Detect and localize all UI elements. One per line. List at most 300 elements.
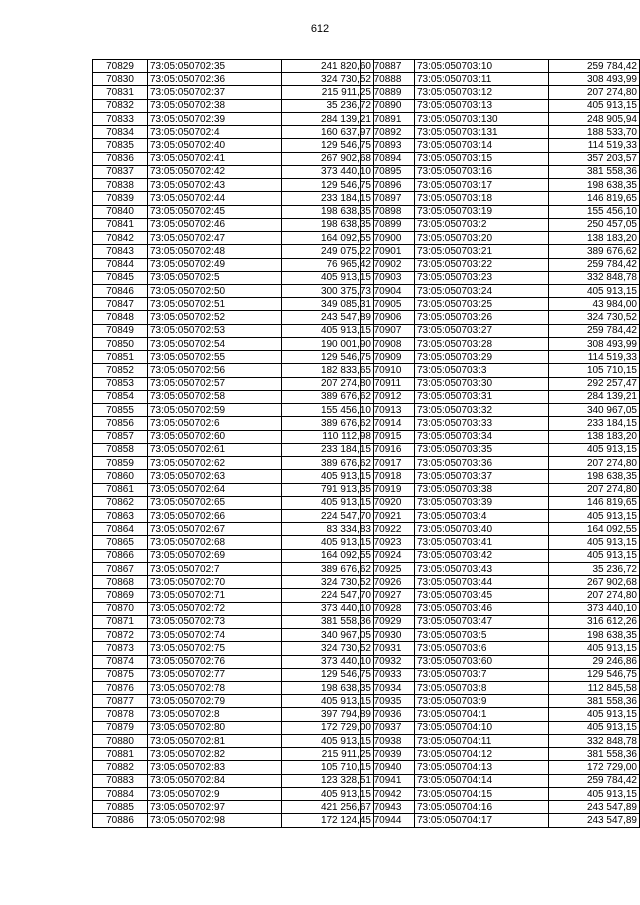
table-row [93,232,374,245]
value-cell: 405 913,15 [549,708,640,721]
row-number-cell: 70917 [361,457,415,470]
value-cell: 324 730,52 [282,73,374,86]
value-cell: 284 139,21 [549,390,640,403]
row-number-cell: 70838 [93,179,148,192]
cadastral-number-cell: 73:05:050702:97 [148,801,282,814]
table-row [361,629,640,642]
value-cell: 110 112,98 [282,430,374,443]
cadastral-number-cell: 73:05:050703:60 [414,655,548,668]
value-cell: 155 456,10 [549,205,640,218]
cadastral-number-cell: 73:05:050702:7 [148,562,282,575]
row-number-cell: 70872 [93,629,148,642]
table-row [361,576,640,589]
cadastral-number-cell: 73:05:050702:60 [148,430,282,443]
cadastral-number-cell: 73:05:050702:84 [148,774,282,787]
cadastral-number-cell: 73:05:050703:11 [414,73,548,86]
row-number-cell: 70862 [93,496,148,509]
row-number-cell: 70875 [93,668,148,681]
row-number-cell: 70937 [361,721,415,734]
table-row [361,112,640,125]
row-number-cell: 70920 [361,496,415,509]
value-cell: 405 913,15 [549,284,640,297]
cadastral-number-cell: 73:05:050704:16 [414,801,548,814]
cadastral-number-cell: 73:05:050702:63 [148,470,282,483]
row-number-cell: 70856 [93,417,148,430]
right-cadastral-table [360,59,640,828]
cadastral-number-cell: 73:05:050702:8 [148,708,282,721]
value-cell: 215 911,25 [282,748,374,761]
cadastral-number-cell: 73:05:050703:45 [414,589,548,602]
value-cell: 373 440,10 [282,165,374,178]
row-number-cell: 70833 [93,112,148,125]
table-row [93,86,374,99]
cadastral-number-cell: 73:05:050702:42 [148,165,282,178]
value-cell: 129 546,75 [282,179,374,192]
table-row [361,86,640,99]
value-cell: 373 440,10 [282,655,374,668]
table-row [361,99,640,112]
table-row [93,562,374,575]
value-cell: 29 246,86 [549,655,640,668]
value-cell: 164 092,55 [282,232,374,245]
cadastral-number-cell: 73:05:050702:68 [148,536,282,549]
row-number-cell: 70922 [361,523,415,536]
row-number-cell: 70919 [361,483,415,496]
row-number-cell: 70850 [93,337,148,350]
cadastral-number-cell: 73:05:050702:77 [148,668,282,681]
row-number-cell: 70932 [361,655,415,668]
row-number-cell: 70853 [93,377,148,390]
value-cell: 381 558,36 [549,748,640,761]
table-row [361,417,640,430]
table-row [93,801,374,814]
value-cell: 164 092,55 [282,549,374,562]
cadastral-number-cell: 73:05:050703:40 [414,523,548,536]
table-row [93,695,374,708]
row-number-cell: 70839 [93,192,148,205]
cadastral-number-cell: 73:05:050702:55 [148,351,282,364]
cadastral-number-cell: 73:05:050703:5 [414,629,548,642]
cadastral-number-cell: 73:05:050702:40 [148,139,282,152]
table-row [361,470,640,483]
cadastral-number-cell: 73:05:050703:21 [414,245,548,258]
row-number-cell: 70915 [361,430,415,443]
table-row [361,179,640,192]
cadastral-number-cell: 73:05:050704:13 [414,761,548,774]
cadastral-number-cell: 73:05:050703:24 [414,284,548,297]
row-number-cell: 70942 [361,787,415,800]
row-number-cell: 70926 [361,576,415,589]
value-cell: 381 558,36 [282,615,374,628]
table-row [93,536,374,549]
value-cell: 129 546,75 [282,351,374,364]
value-cell: 188 533,70 [549,126,640,139]
row-number-cell: 70840 [93,205,148,218]
row-number-cell: 70934 [361,682,415,695]
table-row [361,761,640,774]
cadastral-number-cell: 73:05:050702:73 [148,615,282,628]
cadastral-number-cell: 73:05:050703:41 [414,536,548,549]
value-cell: 164 092,55 [549,523,640,536]
value-cell: 105 710,15 [282,761,374,774]
table-row [93,668,374,681]
cadastral-number-cell: 73:05:050703:15 [414,152,548,165]
table-row [361,814,640,827]
table-row [93,589,374,602]
value-cell: 405 913,15 [549,509,640,522]
value-cell: 35 236,72 [282,99,374,112]
value-cell: 349 085,31 [282,298,374,311]
row-number-cell: 70835 [93,139,148,152]
table-row [93,470,374,483]
table-row [361,734,640,747]
cadastral-number-cell: 73:05:050703:130 [414,112,548,125]
cadastral-number-cell: 73:05:050703:9 [414,695,548,708]
cadastral-number-cell: 73:05:050702:64 [148,483,282,496]
table-row [361,536,640,549]
cadastral-number-cell: 73:05:050702:43 [148,179,282,192]
table-row [361,126,640,139]
cadastral-number-cell: 73:05:050704:10 [414,721,548,734]
cadastral-number-cell: 73:05:050702:83 [148,761,282,774]
row-number-cell: 70855 [93,404,148,417]
row-number-cell: 70891 [361,112,415,125]
value-cell: 224 547,70 [282,509,374,522]
value-cell: 233 184,15 [282,192,374,205]
row-number-cell: 70893 [361,139,415,152]
cadastral-number-cell: 73:05:050702:36 [148,73,282,86]
value-cell: 405 913,15 [282,496,374,509]
value-cell: 250 457,05 [549,218,640,231]
table-row [361,152,640,165]
value-cell: 332 848,78 [549,271,640,284]
cadastral-number-cell: 73:05:050702:48 [148,245,282,258]
row-number-cell: 70865 [93,536,148,549]
table-row [361,787,640,800]
table-row [361,708,640,721]
row-number-cell: 70868 [93,576,148,589]
cadastral-number-cell: 73:05:050703:36 [414,457,548,470]
row-number-cell: 70882 [93,761,148,774]
value-cell: 198 638,35 [282,218,374,231]
value-cell: 267 902,68 [282,152,374,165]
table-row [93,152,374,165]
row-number-cell: 70846 [93,284,148,297]
cadastral-number-cell: 73:05:050703:34 [414,430,548,443]
cadastral-number-cell: 73:05:050703:8 [414,682,548,695]
value-cell: 405 913,15 [282,470,374,483]
value-cell: 316 612,26 [549,615,640,628]
row-number-cell: 70897 [361,192,415,205]
value-cell: 123 328,51 [282,774,374,787]
table-row [93,642,374,655]
value-cell: 405 913,15 [282,695,374,708]
cadastral-number-cell: 73:05:050703:3 [414,364,548,377]
table-row [93,192,374,205]
table-row [93,139,374,152]
value-cell: 389 676,62 [282,390,374,403]
row-number-cell: 70831 [93,86,148,99]
row-number-cell: 70879 [93,721,148,734]
cadastral-number-cell: 73:05:050702:49 [148,258,282,271]
row-number-cell: 70886 [93,814,148,827]
row-number-cell: 70854 [93,390,148,403]
cadastral-number-cell: 73:05:050702:53 [148,324,282,337]
cadastral-number-cell: 73:05:050703:37 [414,470,548,483]
row-number-cell: 70834 [93,126,148,139]
cadastral-number-cell: 73:05:050703:2 [414,218,548,231]
cadastral-number-cell: 73:05:050703:46 [414,602,548,615]
row-number-cell: 70927 [361,589,415,602]
table-row [93,629,374,642]
row-number-cell: 70895 [361,165,415,178]
row-number-cell: 70898 [361,205,415,218]
row-number-cell: 70881 [93,748,148,761]
value-cell: 332 848,78 [549,734,640,747]
cadastral-number-cell: 73:05:050702:69 [148,549,282,562]
value-cell: 373 440,10 [549,602,640,615]
cadastral-number-cell: 73:05:050703:33 [414,417,548,430]
row-number-cell: 70892 [361,126,415,139]
cadastral-number-cell: 73:05:050702:62 [148,457,282,470]
cadastral-number-cell: 73:05:050703:47 [414,615,548,628]
row-number-cell: 70867 [93,562,148,575]
table-row [93,60,374,73]
cadastral-number-cell: 73:05:050703:18 [414,192,548,205]
table-row [361,443,640,456]
value-cell: 243 547,89 [549,801,640,814]
cadastral-number-cell: 73:05:050703:16 [414,165,548,178]
cadastral-number-cell: 73:05:050702:75 [148,642,282,655]
cadastral-number-cell: 73:05:050702:74 [148,629,282,642]
row-number-cell: 70859 [93,457,148,470]
value-cell: 405 913,15 [549,99,640,112]
value-cell: 241 820,60 [282,60,374,73]
value-cell: 138 183,20 [549,232,640,245]
table-row [361,218,640,231]
row-number-cell: 70847 [93,298,148,311]
table-row [361,457,640,470]
row-number-cell: 70911 [361,377,415,390]
value-cell: 207 274,80 [549,589,640,602]
row-number-cell: 70896 [361,179,415,192]
value-cell: 308 493,99 [549,337,640,350]
row-number-cell: 70913 [361,404,415,417]
table-row [93,708,374,721]
row-number-cell: 70885 [93,801,148,814]
table-row [93,682,374,695]
table-row [361,695,640,708]
cadastral-number-cell: 73:05:050704:15 [414,787,548,800]
row-number-cell: 70841 [93,218,148,231]
row-number-cell: 70929 [361,615,415,628]
row-number-cell: 70884 [93,787,148,800]
row-number-cell: 70901 [361,245,415,258]
table-row [93,364,374,377]
table-row [361,351,640,364]
table-row [93,351,374,364]
cadastral-number-cell: 73:05:050702:70 [148,576,282,589]
value-cell: 233 184,15 [282,443,374,456]
value-cell: 198 638,35 [282,682,374,695]
row-number-cell: 70866 [93,549,148,562]
table-row [93,179,374,192]
cadastral-number-cell: 73:05:050703:44 [414,576,548,589]
value-cell: 267 902,68 [549,576,640,589]
table-row [93,271,374,284]
value-cell: 146 819,65 [549,192,640,205]
row-number-cell: 70877 [93,695,148,708]
row-number-cell: 70849 [93,324,148,337]
value-cell: 160 637,97 [282,126,374,139]
row-number-cell: 70933 [361,668,415,681]
cadastral-number-cell: 73:05:050702:76 [148,655,282,668]
cadastral-number-cell: 73:05:050702:51 [148,298,282,311]
cadastral-number-cell: 73:05:050702:46 [148,218,282,231]
table-row [361,682,640,695]
table-row [93,337,374,350]
cadastral-number-cell: 73:05:050702:4 [148,126,282,139]
value-cell: 389 676,62 [282,417,374,430]
value-cell: 357 203,57 [549,152,640,165]
cadastral-number-cell: 73:05:050702:66 [148,509,282,522]
table-row [361,602,640,615]
cadastral-number-cell: 73:05:050703:23 [414,271,548,284]
cadastral-number-cell: 73:05:050703:14 [414,139,548,152]
value-cell: 215 911,25 [282,86,374,99]
table-row [93,814,374,827]
row-number-cell: 70887 [361,60,415,73]
table-row [361,483,640,496]
value-cell: 129 546,75 [282,668,374,681]
row-number-cell: 70907 [361,324,415,337]
value-cell: 198 638,35 [282,205,374,218]
value-cell: 129 546,75 [282,139,374,152]
row-number-cell: 70888 [361,73,415,86]
value-cell: 389 676,62 [282,562,374,575]
table-row [93,734,374,747]
cadastral-number-cell: 73:05:050703:7 [414,668,548,681]
cadastral-number-cell: 73:05:050703:32 [414,404,548,417]
table-row [361,668,640,681]
row-number-cell: 70902 [361,258,415,271]
row-number-cell: 70832 [93,99,148,112]
cadastral-number-cell: 73:05:050703:17 [414,179,548,192]
table-row [93,655,374,668]
cadastral-number-cell: 73:05:050703:20 [414,232,548,245]
value-cell: 405 913,15 [282,787,374,800]
cadastral-number-cell: 73:05:050702:37 [148,86,282,99]
value-cell: 172 729,00 [549,761,640,774]
row-number-cell: 70899 [361,218,415,231]
value-cell: 308 493,99 [549,73,640,86]
row-number-cell: 70928 [361,602,415,615]
table-row [361,430,640,443]
cadastral-number-cell: 73:05:050702:58 [148,390,282,403]
row-number-cell: 70883 [93,774,148,787]
table-row [93,483,374,496]
value-cell: 172 729,00 [282,721,374,734]
row-number-cell: 70852 [93,364,148,377]
table-row [361,60,640,73]
row-number-cell: 70863 [93,509,148,522]
table-row [361,298,640,311]
cadastral-number-cell: 73:05:050703:12 [414,86,548,99]
cadastral-number-cell: 73:05:050703:6 [414,642,548,655]
row-number-cell: 70904 [361,284,415,297]
value-cell: 259 784,42 [549,324,640,337]
table-row [93,523,374,536]
cadastral-number-cell: 73:05:050704:1 [414,708,548,721]
cadastral-number-cell: 73:05:050703:29 [414,351,548,364]
row-number-cell: 70918 [361,470,415,483]
cadastral-number-cell: 73:05:050702:44 [148,192,282,205]
table-row [93,576,374,589]
value-cell: 405 913,15 [282,734,374,747]
value-cell: 35 236,72 [549,562,640,575]
row-number-cell: 70894 [361,152,415,165]
cadastral-number-cell: 73:05:050703:31 [414,390,548,403]
table-row [361,774,640,787]
value-cell: 324 730,52 [282,576,374,589]
table-row [93,377,374,390]
value-cell: 405 913,15 [549,536,640,549]
table-row [361,615,640,628]
value-cell: 207 274,80 [549,483,640,496]
row-number-cell: 70931 [361,642,415,655]
row-number-cell: 70858 [93,443,148,456]
value-cell: 105 710,15 [549,364,640,377]
table-row [93,496,374,509]
table-row [93,509,374,522]
row-number-cell: 70861 [93,483,148,496]
row-number-cell: 70936 [361,708,415,721]
row-number-cell: 70890 [361,99,415,112]
cadastral-number-cell: 73:05:050702:59 [148,404,282,417]
row-number-cell: 70925 [361,562,415,575]
cadastral-number-cell: 73:05:050702:41 [148,152,282,165]
value-cell: 233 184,15 [549,417,640,430]
table-row [93,284,374,297]
table-row [361,139,640,152]
cadastral-number-cell: 73:05:050703:27 [414,324,548,337]
row-number-cell: 70909 [361,351,415,364]
table-row [93,417,374,430]
value-cell: 146 819,65 [549,496,640,509]
cadastral-number-cell: 73:05:050702:80 [148,721,282,734]
table-row [93,748,374,761]
row-number-cell: 70844 [93,258,148,271]
value-cell: 172 124,45 [282,814,374,827]
value-cell: 243 547,89 [282,311,374,324]
table-row [361,562,640,575]
value-cell: 259 784,42 [549,774,640,787]
table-row [93,430,374,443]
table-row [93,324,374,337]
value-cell: 389 676,62 [549,245,640,258]
table-row [361,205,640,218]
row-number-cell: 70903 [361,271,415,284]
value-cell: 340 967,05 [282,629,374,642]
row-number-cell: 70943 [361,801,415,814]
table-row [361,232,640,245]
cadastral-number-cell: 73:05:050702:39 [148,112,282,125]
page-number: 612 [310,23,330,35]
table-row [93,721,374,734]
value-cell: 114 519,33 [549,351,640,364]
value-cell: 405 913,15 [549,549,640,562]
table-row [361,496,640,509]
